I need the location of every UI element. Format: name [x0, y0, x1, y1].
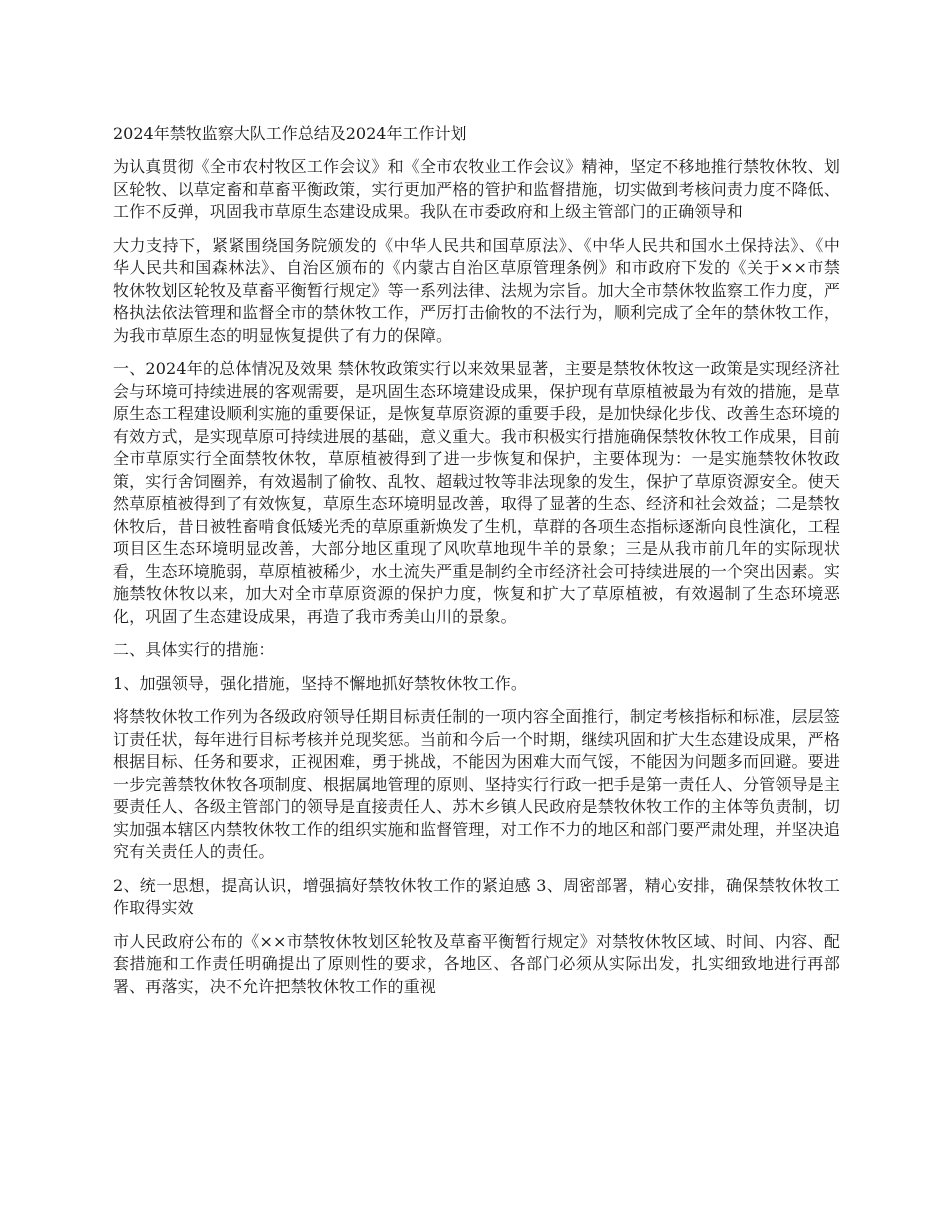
- paragraph-overview: 一、2024年的总体情况及效果 禁休牧政策实行以来效果显著，主要是禁牧休牧这一政策是实现经济社会与环境可持续进展的客观需要，是巩固生态环境建设成果，保护现有草原植被最为有效的措施，是草原生态工程建设顺利实施的重要保证，是恢复草原资源的重要手段，是加快绿化步伐、改善生态环境的有效方式，是实现草原可持续进展的基础，意义重大。我市积极实行措施确保禁牧休牧工作成果，目前全市草原实行全面禁牧休牧，草原植被得到了进一步恢复和保护，主要体现为：一是实施禁牧休牧政策，实行舍饲圈养，有效遏制了偷牧、乱牧、超载过牧等非法现象的发生，保护了草原资源安全。使天然草原植被得到了有效恢复，草原生态环境明显改善，取得了显著的生态、经济和社会效益；二是禁牧休牧后，昔日被牲畜啃食低矮光秃的草原重新焕发了生机，草群的各项生态指标逐渐向良性演化，工程项目区生态环境明显改善，大部分地区重现了风吹草地现牛羊的景象；三是从我市前几年的实际现状看，生态环境脆弱，草原植被稀少，水土流失严重是制约全市经济社会可持续进展的一个突出因素。实施禁牧休牧以来，加大对全市草原资源的保护力度，恢复和扩大了草原植被，有效遏制了生态环境恶化，巩固了生态建设成果，再造了我市秀美山川的景象。: [113, 359, 840, 626]
- paragraph-leadership: 将禁牧休牧工作列为各级政府领导任期目标责任制的一项内容全面推行，制定考核指标和标准，层层签订责任状，每年进行目标考核并兑现奖惩。当前和今后一个时期，继续巩固和扩大生态建设成果，严格根据目标、任务和要求，正视困难，勇于挑战，不能因为困难大而气馁，不能因为问题多而回避。要进一步完善禁牧休牧各项制度、根据属地管理的原则、坚持实行行政一把手是第一责任人、分管领导是主要责任人、各级主管部门的领导是直接责任人、苏木乡镇人民政府是禁牧休牧工作的主体等负责制，切实加强本辖区内禁牧休牧工作的组织实施和监督管理，对工作不力的地区和部门要严肃处理，并坚决追究有关责任人的责任。: [113, 707, 840, 861]
- section-heading-measures: 二、具体实行的措施：: [113, 640, 275, 659]
- document-page: [113, 122, 840, 1009]
- document-title: 2024年禁牧监察大队工作总结及2024年工作计划: [113, 124, 467, 143]
- subheading-unify-deploy: 2、统一思想，提高认识，增强搞好禁牧休牧工作的紧迫感 3、周密部署，精心安排，确保禁牧休牧工作取得实效: [113, 875, 840, 917]
- paragraph-intro: 为认真贯彻《全市农村牧区工作会议》和《全市农牧业工作会议》精神，坚定不移地推行禁牧休牧、划区轮牧、以草定畜和草畜平衡政策，实行更加严格的管护和监督措施，切实做到考核问责力度不降低、工作不反弹，巩固我市草原生态建设成果。我队在市委政府和上级主管部门的正确领导和: [113, 157, 840, 221]
- paragraph-support: 大力支持下，紧紧围绕国务院颁发的《中华人民共和国草原法》、《中华人民共和国水土保持法》、《中华人民共和国森林法》、自治区颁布的《内蒙古自治区草原管理条例》和市政府下发的《关于××市禁牧休牧划区轮牧及草畜平衡暂行规定》等一系列法律、法规为宗旨。加大全市禁休牧监察工作力度，严格执法依法管理和监督全市的禁休牧工作，严厉打击偷牧的不法行为，顺利完成了全年的禁休牧工作，为我市草原生态的明显恢复提供了有力的保障。: [113, 235, 840, 345]
- subheading-leadership: 1、加强领导，强化措施，坚持不懈地抓好禁牧休牧工作。: [113, 673, 528, 693]
- paragraph-regulation: 市人民政府公布的《××市禁牧休牧划区轮牧及草畜平衡暂行规定》对禁牧休牧区域、时间、内容、配套措施和工作责任明确提出了原则性的要求，各地区、各部门必须从实际出发，扎实细致地进行再部署、再落实，决不允许把禁牧休牧工作的重视: [113, 931, 840, 996]
